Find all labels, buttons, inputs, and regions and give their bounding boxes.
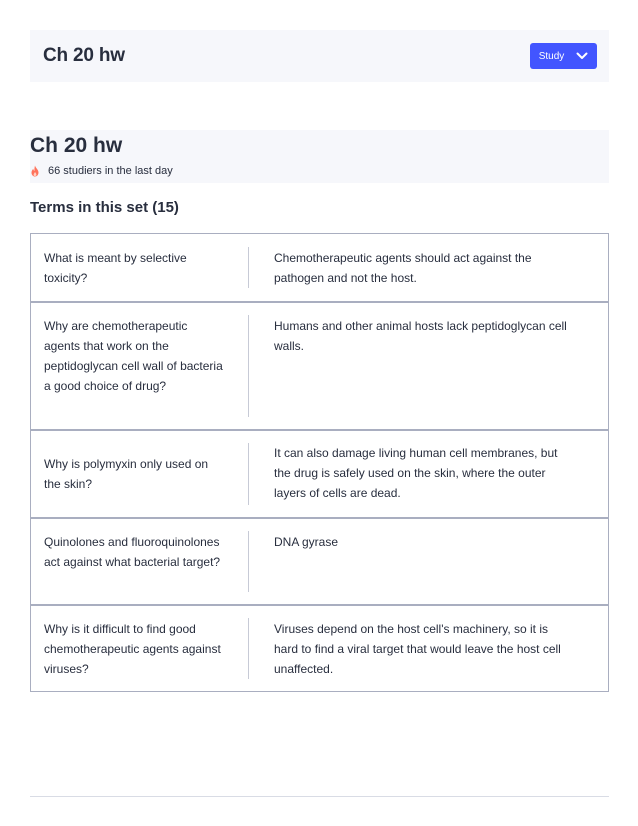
card-term: Why is polymyxin only used on the skin?	[44, 457, 209, 491]
card-definition: Viruses depend on the host cell's machinery, so it is hard to find a viral target that would leave the host cell unaffected.	[274, 622, 561, 676]
term-card	[30, 233, 609, 301]
chevron-down-icon	[576, 52, 588, 60]
study-button[interactable]	[530, 43, 597, 69]
header-bar	[30, 30, 609, 82]
set-header	[30, 130, 609, 183]
card-term: Why is it difficult to find good chemotherapeutic agents against viruses?	[44, 622, 221, 676]
card-term: Why are chemotherapeutic agents that work on the peptidoglycan cell wall of bacteria a good choice of drug?	[44, 319, 223, 393]
card-divider	[248, 247, 249, 288]
studiers-text: 66 studiers in the last day	[48, 165, 173, 177]
studiers-count	[30, 165, 173, 177]
footer-divider	[30, 796, 609, 797]
term-card	[30, 604, 609, 692]
term-card	[30, 517, 609, 604]
card-definition: It can also damage living human cell membranes, but the drug is safely used on the skin, where the outer layers of cells are dead.	[274, 446, 558, 500]
card-term: What is meant by selective toxicity?	[44, 251, 187, 285]
page-title: Ch 20 hw	[30, 134, 123, 157]
card-divider	[248, 443, 249, 505]
card-term: Quinolones and fluoroquinolones act against what bacterial target?	[44, 535, 221, 569]
header-title: Ch 20 hw	[43, 45, 125, 66]
term-card	[30, 429, 609, 517]
term-card	[30, 301, 609, 429]
card-divider	[248, 531, 249, 592]
card-definition: Humans and other animal hosts lack peptidoglycan cell walls.	[274, 319, 567, 353]
terms-list	[30, 233, 609, 692]
card-definition: Chemotherapeutic agents should act against the pathogen and not the host.	[274, 251, 532, 285]
card-divider	[248, 315, 249, 417]
terms-heading: Terms in this set (15)	[30, 199, 179, 216]
study-button-label: Study	[538, 50, 565, 62]
card-definition: DNA gyrase	[274, 535, 339, 549]
card-divider	[248, 618, 249, 679]
flame-icon	[30, 165, 40, 177]
